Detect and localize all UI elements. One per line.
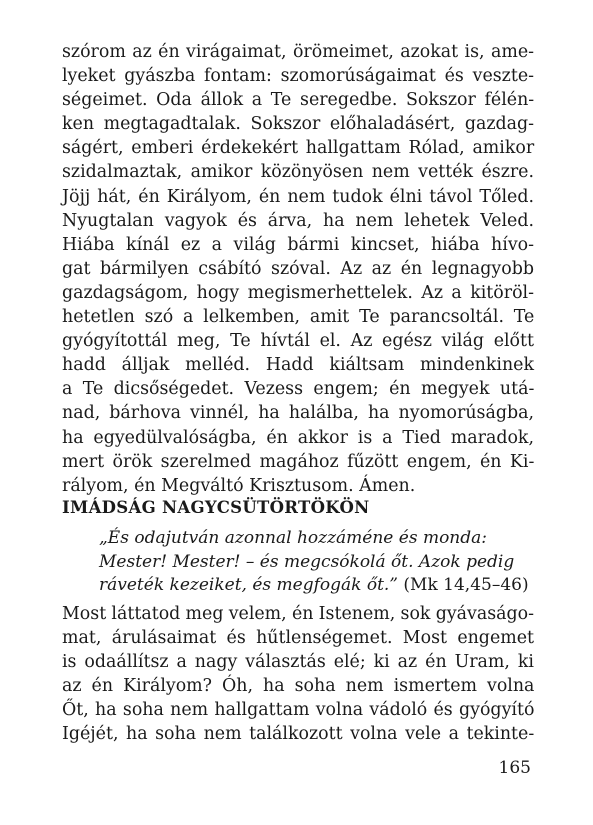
text-line: mert örök szerelmed magához fűzött engem, én Ki- (62, 451, 535, 472)
text-line: hadd álljak melléd. Hadd kiáltsam mindenkinek (62, 355, 534, 376)
text-line: rályom, én Megváltó Krisztusom. Ámen. (62, 475, 416, 496)
text-line: a Te dicsőségedet. Vezess engem; én megyek utá- (62, 379, 535, 400)
quote-reference: (Mk 14,45–46) (398, 575, 529, 595)
text-line: Most láttatod meg velem, én Istenem, sok gyávaságo- (62, 604, 534, 624)
text-line: Nyugtalan vagyok és árva, ha nem lehetek Veled. (62, 210, 534, 231)
prayer-paragraph (62, 602, 534, 747)
page-body-2 (62, 602, 534, 747)
text-line: Hiába kínál ez a világ bármi kincset, hiába hívo- (62, 234, 534, 255)
text-line: ha egyedülvalóságba, én akkor is a Tied maradok, (62, 427, 534, 448)
text-line: is odaállítsz a nagy választás elé; ki az én Uram, ki (62, 652, 534, 673)
quote-line: ráveték kezeiket, és megfogák őt.” (99, 575, 399, 595)
prayer-paragraph (62, 40, 534, 498)
text-line: az én Királyom? Óh, ha soha nem ismertem volna (62, 676, 535, 697)
text-line: mat, árulásaimat és hűtlenségemet. Most engemet (62, 628, 535, 649)
scripture-quote (99, 527, 534, 598)
text-line: ken megtagadtalak. Sokszor előhaladásért, gazdag- (62, 114, 534, 135)
text-line: gat bármilyen csábító szóval. Az az én legnagyobb (62, 258, 534, 279)
quote-line: Mester! Mester! – és megcsókolá őt. Azok pedig (99, 551, 515, 572)
text-line: Őt, ha soha nem hallgattam volna vádoló és gyógyító (62, 700, 535, 721)
text-line: gyógyítottál meg, Te hívtál el. Az egész világ előtt (62, 331, 534, 352)
text-line: Jöjj hát, én Királyom, én nem tudok élni távol Tőled. (62, 186, 534, 207)
text-line: lyeket gyászba fontam: szomorúságaimat és veszte- (62, 66, 534, 87)
section-heading: IMÁDSÁG NAGYCSÜTÖRTÖKÖN (62, 498, 370, 517)
text-line: Igéjét, ha soha nem találkozott volna vele a tekinte- (62, 724, 535, 745)
text-line: ségeimet. Oda állok a Te seregedbe. Sokszor félén- (62, 90, 535, 111)
text-line: szidalmaztak, amikor közönyösen nem vették észre. (62, 162, 534, 183)
text-line: nad, bárhova vinnél, ha halálba, ha nyomorúságba, (62, 403, 534, 424)
text-line: szórom az én virágaimat, örömeimet, azokat is, ame- (62, 42, 534, 62)
page-body (62, 40, 534, 498)
quote-line: „És odajutván azonnal hozzáméne és monda: (99, 528, 488, 548)
text-line: hetetlen szó a lelkemben, amit Te parancsoltál. Te (62, 307, 535, 328)
text-line: ságért, emberi érdekekért hallgattam Rólad, amikor (62, 138, 535, 159)
page-number: 165 (498, 758, 531, 778)
text-line: gazdagságom, hogy megismerhettelek. Az a kitöröl- (62, 282, 534, 303)
